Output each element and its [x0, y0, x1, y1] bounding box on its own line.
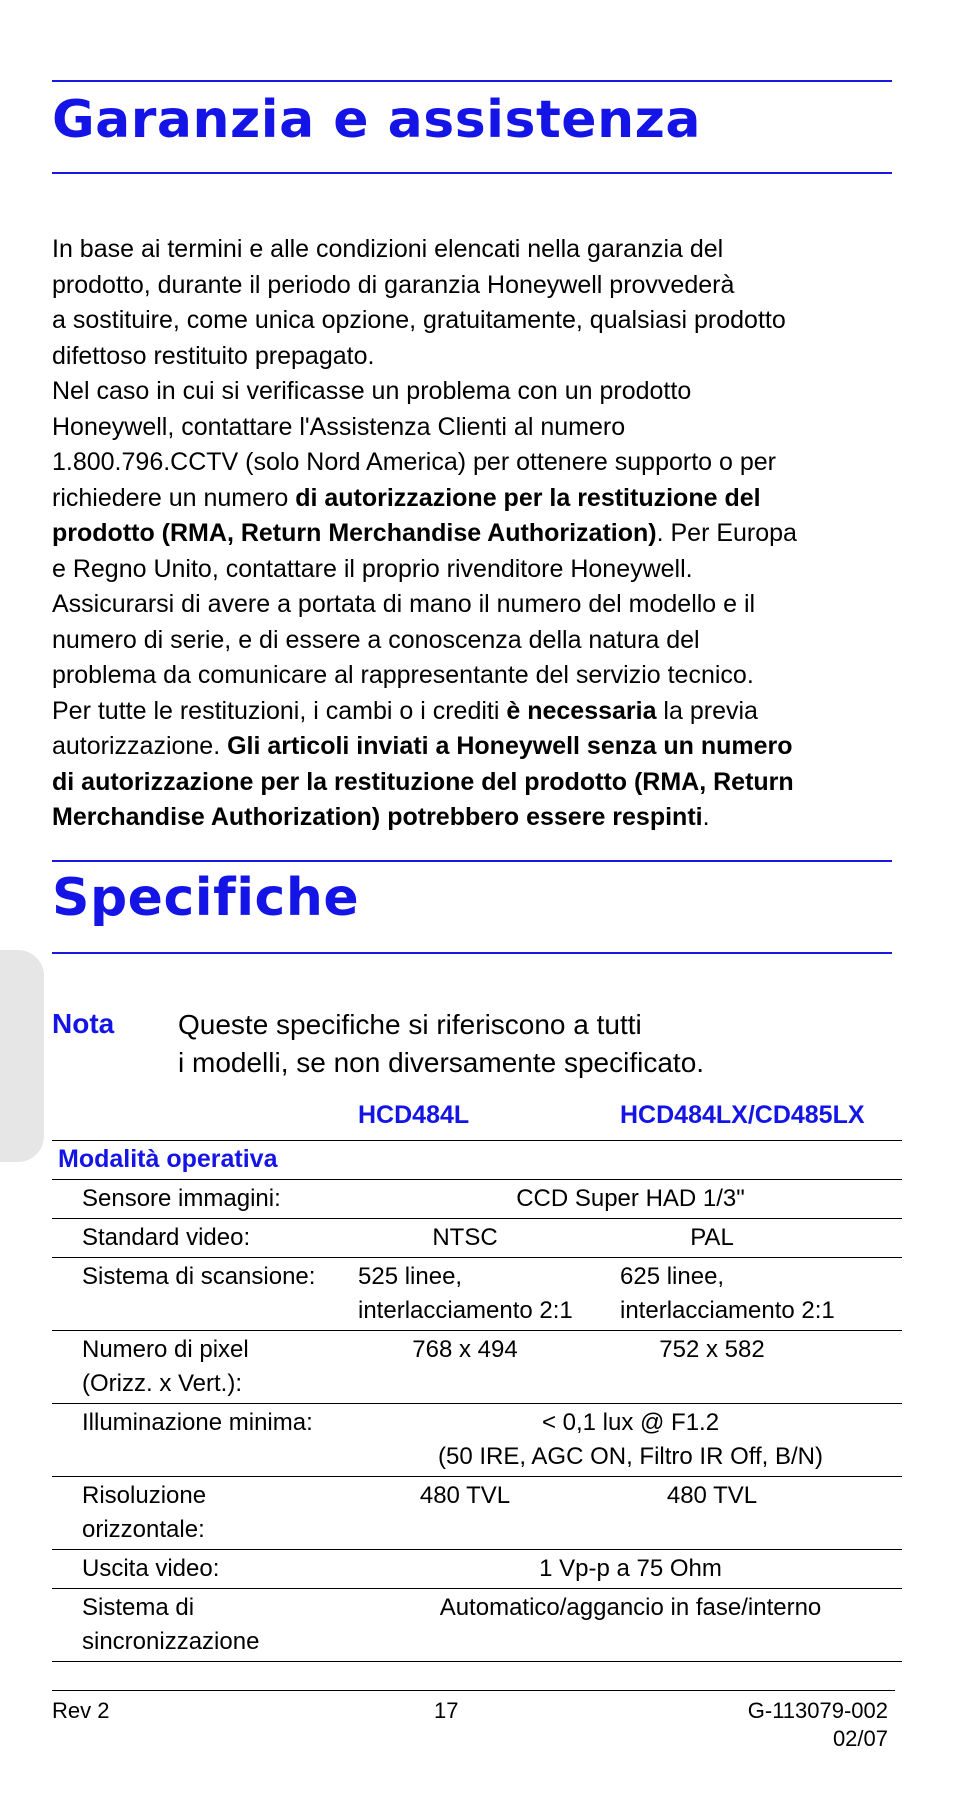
warranty-text: 1.800.796.CCTV (solo Nord America) per ottenere supporto o per — [52, 448, 776, 476]
footer-doc-number — [700, 1697, 888, 1753]
spec-value-hcd484lx-line: 752 x 582 — [659, 1336, 765, 1363]
note-line-2: i modelli, se non diversamente specificato. — [178, 1047, 705, 1078]
spec-table — [52, 1140, 902, 1662]
warranty-line — [52, 658, 902, 694]
page-tab-marker — [0, 950, 44, 1162]
warranty-text: numero di serie, e di essere a conoscenza della natura del — [52, 625, 700, 654]
spec-value-shared — [358, 1591, 903, 1625]
warranty-line — [52, 303, 902, 339]
spec-value-hcd484l — [358, 1479, 572, 1513]
spec-label-line: sincronizzazione — [82, 1628, 260, 1655]
spec-value-hcd484lx-line: interlacciamento 2:1 — [620, 1297, 835, 1324]
warranty-text: . Per Europa — [656, 519, 797, 547]
warranty-text: . — [702, 803, 710, 831]
warranty-text: e Regno Unito, contattare il proprio rivenditore Honeywell. — [52, 554, 693, 583]
spec-row — [52, 1403, 902, 1476]
warranty-line — [52, 552, 902, 588]
warranty-text: Assicurarsi di avere a portata di mano il numero del modello e il — [52, 590, 756, 618]
warranty-bold-text: è necessaria — [506, 696, 657, 725]
spec-label — [82, 1333, 249, 1401]
spec-value-hcd484l-line: 525 linee, — [358, 1263, 463, 1290]
spec-value-hcd484lx — [572, 1479, 852, 1513]
spec-row — [52, 1549, 902, 1588]
spec-row — [52, 1330, 902, 1403]
spec-row — [52, 1179, 902, 1218]
spec-label-line: Risoluzione — [82, 1482, 207, 1509]
spec-value-hcd484l-line: 768 x 494 — [412, 1336, 518, 1363]
warranty-text: richiedere un numero — [52, 483, 296, 512]
spec-value-hcd484l-line: 480 TVL — [419, 1482, 511, 1509]
spec-label — [82, 1260, 315, 1294]
footer-page-number: 17 — [434, 1698, 459, 1723]
warranty-text: Nel caso in cui si verificasse un problema con un prodotto — [52, 377, 692, 405]
warranty-line — [52, 445, 902, 481]
footer-doc-id: G-113079-002 — [747, 1698, 888, 1723]
warranty-line — [52, 410, 902, 446]
spec-label — [82, 1406, 313, 1440]
spec-value-hcd484l-line: NTSC — [432, 1224, 498, 1251]
spec-value-shared-line: < 0,1 lux @ F1.2 — [541, 1409, 720, 1436]
warranty-line — [52, 765, 902, 801]
warranty-text: autorizzazione. — [52, 732, 228, 760]
warranty-line — [52, 800, 902, 836]
warranty-line — [52, 729, 902, 765]
warranty-body-text — [52, 232, 902, 836]
spec-label-line: Uscita video: — [82, 1555, 220, 1582]
spec-value-hcd484lx — [572, 1221, 852, 1255]
spec-label-line: Numero di pixel — [82, 1336, 249, 1363]
warranty-text: problema da comunicare al rappresentante del servizio tecnico. — [52, 661, 754, 689]
warranty-line — [52, 232, 902, 268]
warranty-line — [52, 481, 902, 517]
warranty-heading-rule — [52, 172, 892, 174]
spec-value-shared-line: CCD Super HAD 1/3" — [516, 1185, 745, 1212]
spec-value-shared — [358, 1552, 903, 1586]
spec-row — [52, 1588, 902, 1662]
spec-value-shared-line: 1 Vp-p a 75 Ohm — [539, 1555, 722, 1582]
footer-date: 02/07 — [832, 1726, 888, 1751]
warranty-text: Honeywell, contattare l'Assistenza Clienti al numero — [52, 412, 626, 441]
warranty-text: In base ai termini e alle condizioni elencati nella garanzia del — [52, 235, 724, 263]
spec-value-hcd484lx-line: 625 linee, — [620, 1263, 725, 1290]
specs-top-rule — [52, 860, 892, 862]
warranty-line — [52, 623, 902, 659]
spec-value-hcd484lx — [620, 1260, 835, 1328]
spec-label-line: Sensore immagini: — [82, 1185, 281, 1212]
warranty-text: difettoso restituito prepagato. — [52, 341, 375, 370]
note-text — [178, 1006, 704, 1082]
warranty-line — [52, 339, 902, 375]
spec-label-line: Standard video: — [82, 1224, 251, 1251]
spec-label-line: orizzontale: — [82, 1516, 205, 1543]
spec-value-hcd484lx-line: 480 TVL — [666, 1482, 758, 1509]
footer-rule — [52, 1690, 895, 1691]
spec-label — [82, 1221, 250, 1255]
warranty-line — [52, 516, 902, 552]
warranty-heading: Garanzia e assistenza — [52, 90, 701, 150]
top-rule — [52, 80, 892, 82]
column-header-hcd484lx: HCD484LX/CD485LX — [620, 1101, 865, 1129]
spec-label-line: Sistema di scansione: — [82, 1263, 316, 1290]
note-line-1: Queste specifiche si riferiscono a tutti — [178, 1009, 642, 1040]
spec-value-shared-line: Automatico/aggancio in fase/interno — [439, 1594, 822, 1621]
spec-label — [82, 1591, 259, 1659]
warranty-bold-text: di autorizzazione per la restituzione del — [295, 483, 761, 512]
spec-label — [82, 1479, 206, 1547]
warranty-bold-text: di autorizzazione per la restituzione del prodotto (RMA, Return — [52, 767, 794, 796]
spec-value-hcd484l — [358, 1333, 572, 1367]
spec-row — [52, 1218, 902, 1257]
spec-label-line: Illuminazione minima: — [82, 1409, 313, 1436]
warranty-line — [52, 587, 902, 623]
warranty-bold-text: Gli articoli inviati a Honeywell senza un numero — [227, 732, 793, 760]
spec-value-shared — [358, 1406, 903, 1474]
spec-value-hcd484l — [358, 1221, 572, 1255]
warranty-line — [52, 694, 902, 730]
warranty-line — [52, 374, 902, 410]
spec-value-shared-line: (50 IRE, AGC ON, Filtro IR Off, B/N) — [438, 1443, 823, 1470]
spec-value-hcd484l-line: interlacciamento 2:1 — [358, 1297, 573, 1324]
column-header-hcd484l: HCD484L — [358, 1101, 470, 1129]
warranty-text: la previa — [656, 696, 758, 725]
specs-heading: Specifiche — [52, 868, 360, 928]
note-label: Nota — [52, 1008, 115, 1039]
spec-value-hcd484lx — [572, 1333, 852, 1367]
warranty-bold-text: prodotto (RMA, Return Merchandise Authorization) — [52, 519, 657, 547]
warranty-text: a sostituire, come unica opzione, gratuitamente, qualsiasi prodotto — [52, 306, 786, 334]
warranty-bold-text: Merchandise Authorization) potrebbero essere respinti — [52, 803, 703, 831]
section-header: Modalità operativa — [52, 1140, 902, 1179]
warranty-text: Per tutte le restituzioni, i cambi o i crediti — [52, 696, 507, 725]
warranty-text: prodotto, durante il periodo di garanzia Honeywell provvederà — [52, 270, 735, 299]
spec-value-hcd484lx-line: PAL — [690, 1224, 734, 1251]
footer-rev: Rev 2 — [52, 1698, 110, 1723]
spec-row — [52, 1257, 902, 1330]
spec-label — [82, 1182, 281, 1216]
spec-value-hcd484l — [358, 1260, 573, 1328]
specs-heading-rule — [52, 952, 892, 954]
spec-row — [52, 1476, 902, 1549]
spec-value-shared — [358, 1182, 903, 1216]
spec-label-line: Sistema di — [82, 1594, 195, 1621]
spec-label-line: (Orizz. x Vert.): — [82, 1370, 243, 1397]
spec-label — [82, 1552, 219, 1586]
warranty-line — [52, 268, 902, 304]
